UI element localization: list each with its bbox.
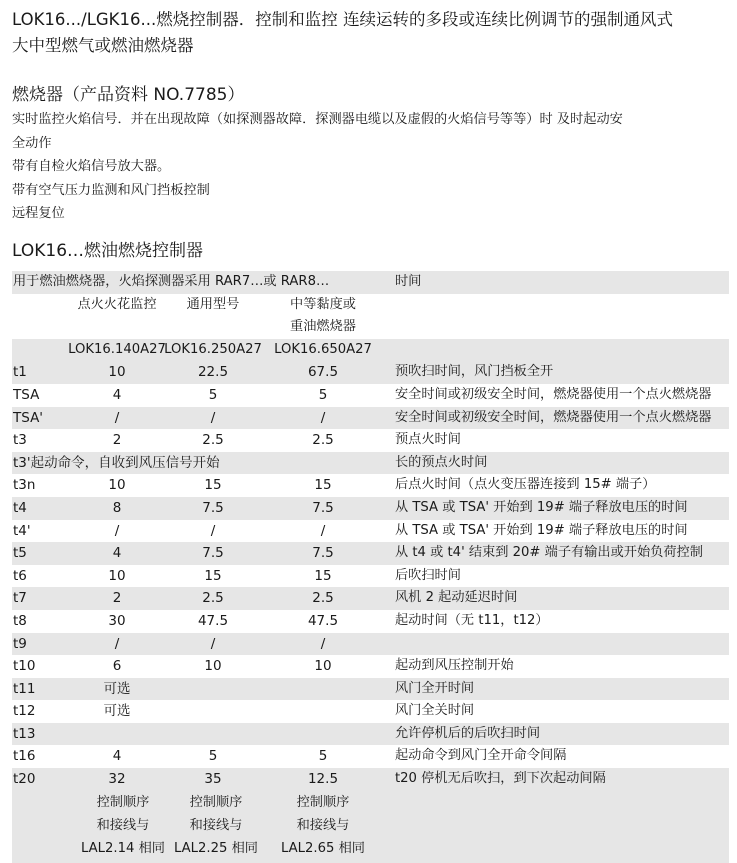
param-cell: t10 [13,658,36,675]
value-lok16-250: 10 [204,658,222,675]
footer-cell-lal265 [267,791,379,860]
param-cell: t11 [13,680,36,697]
time-description: t20 停机无后吹扫，到下次起动间隔 [395,771,606,787]
subheader-general-model: 通用型号 [186,296,240,312]
value-lok16-250: 2.5 [202,432,224,449]
value-lok16-140: 2 [112,432,122,449]
value-lok16-650: 7.5 [312,545,334,562]
param-cell: t3'起动命令，自收到风压信号开始 [13,454,220,471]
footer-cell-lal225 [161,791,271,860]
time-description: 从 t4 或 t4' 结束到 20# 端子有输出或开始负荷控制 [395,545,703,561]
footer-line: 控制顺序 [189,794,243,810]
footer-line: 和接线与 [189,817,243,833]
time-description: 后吹扫时间 [395,567,461,583]
table-row [12,745,729,768]
param-cell: TSA [13,386,40,403]
value-lok16-140: 32 [108,771,126,788]
description-line: 实时监控火焰信号．并在出现故障（如探测器故障．探测器电缆以及虚假的火焰信号等等）时 及时起动安 [12,112,623,127]
subheader-heavy-oil-b: 重油燃烧器 [290,319,356,335]
table-row [12,452,729,475]
description-line: 全动作 [12,135,52,151]
table-row [12,610,729,633]
subheader-heavy-oil-a: 中等黏度或 [290,296,356,312]
value-lok16-650: 7.5 [312,499,334,516]
footer-line: 和接线与 [96,817,150,833]
time-description: 安全时间或初级安全时间，燃烧器使用一个点火燃烧器 [395,409,712,425]
header-application: 用于燃油燃烧器，火焰探测器采用 RAR7…或 RAR8… [13,274,330,289]
footer-line: 控制顺序 [296,794,350,810]
value-lok16-250: / [210,635,216,652]
param-cell: t9 [13,635,27,652]
param-cell: t3n [13,477,36,494]
value-lok16-140: 10 [108,567,126,584]
value-lok16-250: 47.5 [197,612,229,629]
table-model-row [12,339,729,362]
description-line: 带有空气压力监测和风门挡板控制 [12,182,210,198]
value-lok16-650: 2.5 [312,432,334,449]
model-lok16-140: LOK16.140A27 [68,341,166,357]
value-lok16-650: / [320,522,326,539]
value-lok16-650: 5 [318,748,328,765]
description-line: 远程复位 [12,206,65,222]
time-description: 安全时间或初级安全时间，燃烧器使用一个点火燃烧器 [395,386,712,402]
value-lok16-250: 15 [204,567,222,584]
time-description: 风机 2 起动延迟时间 [395,590,518,606]
table-row [12,384,729,407]
table-body [12,361,729,790]
time-description: 长的预点火时间 [395,454,488,470]
table-subheader-row-2 [12,316,729,339]
time-description: 后点火时间（点火变压器连接到 15# 端子） [395,477,656,493]
value-lok16-650: 2.5 [312,590,334,607]
value-lok16-140: 6 [112,658,122,675]
value-lok16-650: 5 [318,386,328,403]
table-row [12,361,729,384]
table-row [12,474,729,497]
table-row [12,768,729,791]
table-row [12,723,729,746]
description-line: 带有自检火焰信号放大器。 [12,159,171,175]
value-lok16-250: 7.5 [202,499,224,516]
value-lok16-250: 22.5 [197,364,229,381]
param-cell: t8 [13,612,27,629]
value-lok16-250: / [210,409,216,426]
time-description: 预吹扫时间，风门挡板全开 [395,364,554,380]
table-row [12,497,729,520]
value-lok16-650: 10 [314,658,332,675]
value-lok16-650: 15 [314,567,332,584]
value-lok16-250: 5 [208,748,218,765]
table-row [12,520,729,543]
time-description: 从 TSA 或 TSA' 开始到 19# 端子释放电压的时间 [395,522,688,538]
table-footer [12,791,729,863]
value-lok16-140: 8 [112,499,122,516]
value-lok16-140: 10 [108,364,126,381]
param-cell: t13 [13,725,36,742]
value-lok16-650: 15 [314,477,332,494]
header-time: 时间 [395,274,422,289]
footer-line: LAL2.25 相同 [174,840,258,856]
value-lok16-650: 12.5 [307,771,339,788]
value-lok16-650: / [320,635,326,652]
subheader-ignition-spark: 点火火花监控 [77,296,157,312]
value-lok16-250: / [210,522,216,539]
title-line-1: LOK16.../LGK16...燃烧控制器．控制和监控 连续运转的多段或连续比例调节的强制通风式 [12,10,673,29]
value-lok16-140: 4 [112,545,122,562]
value-lok16-650: 67.5 [307,364,339,381]
table-row [12,565,729,588]
timing-table [12,271,729,863]
value-lok16-140: / [114,522,120,539]
table-row [12,700,729,723]
value-lok16-250: 7.5 [202,545,224,562]
model-lok16-250: LOK16.250A27 [164,341,262,357]
value-lok16-250: 35 [204,771,222,788]
value-lok16-650: 47.5 [307,612,339,629]
table-row [12,655,729,678]
time-description: 风门全关时间 [395,703,475,719]
document-title [12,7,734,59]
table-row [12,678,729,701]
value-lok16-650: / [320,409,326,426]
table-row [12,587,729,610]
param-cell: t5 [13,545,27,562]
table-row [12,633,729,656]
table-row [12,542,729,565]
time-description: 起动命令到风门全开命令间隔 [395,748,567,764]
footer-line: 控制顺序 [96,794,150,810]
time-description: 预点火时间 [395,432,461,448]
footer-line: LAL2.14 相同 [81,840,165,856]
value-lok16-140: 30 [108,612,126,629]
burner-description [12,108,734,226]
value-lok16-140: / [114,409,120,426]
value-lok16-250: 15 [204,477,222,494]
time-description: 从 TSA 或 TSA' 开始到 19# 端子释放电压的时间 [395,499,688,515]
param-cell: t16 [13,748,36,765]
value-lok16-250: 5 [208,386,218,403]
time-description: 允许停机后的后吹扫时间 [395,725,541,741]
table-header-row [12,271,729,294]
param-cell: t20 [13,771,36,788]
param-cell: t3 [13,432,27,449]
time-description: 起动时间（无 t11，t12） [395,612,549,628]
time-description: 起动到风压控制开始 [395,658,514,674]
table-row [12,407,729,430]
table-row [12,429,729,452]
value-lok16-250: 2.5 [202,590,224,607]
footer-line: 和接线与 [296,817,350,833]
param-cell: TSA' [13,409,44,426]
footer-line: LAL2.65 相同 [281,840,365,856]
value-lok16-140: 4 [112,386,122,403]
title-line-2: 大中型燃气或燃油燃烧器 [12,36,194,55]
value-lok16-140: 4 [112,748,122,765]
value-lok16-140: 2 [112,590,122,607]
param-cell: t1 [13,364,27,381]
table-subheader-row [12,294,729,317]
value-lok16-140: / [114,635,120,652]
value-lok16-140: 10 [108,477,126,494]
param-cell: t4 [13,499,27,516]
value-lok16-140: 可选 [103,703,131,720]
param-cell: t7 [13,590,27,607]
section-title-burner: 燃烧器（产品资料 NO.7785） [12,85,245,105]
param-cell: t4' [13,522,31,539]
model-lok16-650: LOK16.650A27 [274,341,372,357]
param-cell: t6 [13,567,27,584]
time-description: 风门全开时间 [395,680,475,696]
section-title-lok16: LOK16…燃油燃烧控制器 [12,241,204,261]
param-cell: t12 [13,703,36,720]
value-lok16-140: 可选 [103,680,131,697]
